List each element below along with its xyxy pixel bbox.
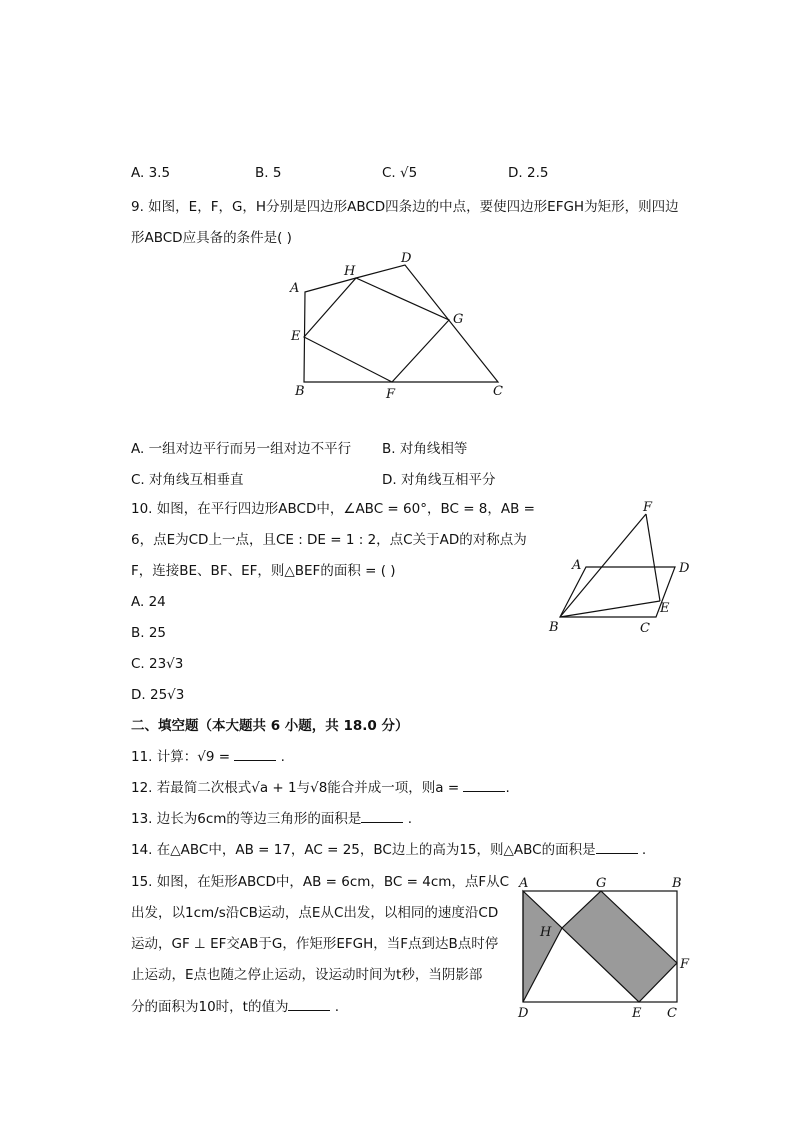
q10-figure: [540, 495, 700, 640]
q10-label-b: B: [549, 620, 559, 635]
q10-parallelogram-abcd: [560, 567, 675, 617]
q9-label-a: A: [290, 281, 300, 296]
q9-quadrilateral-abcd: [304, 265, 498, 382]
q12-answer-blank[interactable]: [463, 779, 505, 792]
q8-option-b: B. 5: [255, 165, 282, 181]
q15-figure: [510, 870, 700, 1025]
q11-answer-blank[interactable]: [234, 748, 276, 761]
section-2-heading: 二、填空题（本大题共 6 小题，共 18.0 分）: [131, 718, 409, 734]
q10-option-b: B. 25: [131, 625, 167, 641]
q9-label-e: E: [291, 329, 301, 344]
q15-stem-line5: [131, 997, 339, 1017]
q9-label-h: H: [344, 264, 356, 279]
q15-label-e: E: [632, 1006, 642, 1021]
q14-end: .: [637, 842, 647, 858]
q10-stem-line2: 6，点E为CD上一点，且CE : DE = 1 : 2，点C关于AD的对称点为: [131, 532, 527, 548]
q12-text: 12. 若最简二次根式√a + 1与√8能合并成一项，则a =: [131, 780, 464, 796]
q12: [131, 778, 510, 798]
q15-label-a: A: [519, 876, 529, 891]
q15-label-f: F: [680, 957, 690, 972]
q9-label-c: C: [493, 384, 503, 399]
q12-end: .: [505, 780, 510, 796]
q9-option-b: B. 对角线相等: [382, 441, 468, 457]
q13-answer-blank[interactable]: [361, 810, 403, 823]
q15-stem-line3: 运动，GF ⊥ EF交AB于G，作矩形EFGH，当F点到达B点时停: [131, 936, 499, 952]
q8-option-c: C. √5: [382, 165, 418, 181]
q15-label-b: B: [672, 876, 682, 891]
q10-segment-be: [560, 601, 660, 617]
q14: [131, 840, 646, 860]
q11: [131, 747, 285, 767]
q10-label-f: F: [643, 500, 653, 515]
q15-label-h: H: [540, 925, 552, 940]
q9-label-b: B: [295, 384, 305, 399]
q13-end: .: [403, 811, 413, 827]
q10-stem-line1: 10. 如图，在平行四边形ABCD中，∠ABC = 60°，BC = 8，AB =: [131, 501, 535, 517]
q15-label-c: C: [667, 1006, 677, 1021]
q15-shaded-rectangle-efgh: [562, 891, 677, 1002]
q9-stem-line2: 形ABCD应具备的条件是( ): [131, 230, 292, 246]
q10-stem-line3: F，连接BE、BF、EF，则△BEF的面积 = ( ): [131, 563, 396, 579]
q10-option-c: C. 23√3: [131, 656, 184, 672]
q14-answer-blank[interactable]: [596, 841, 638, 854]
q9-figure: [285, 245, 515, 405]
q9-option-d: D. 对角线互相平分: [382, 472, 496, 488]
q10-option-a: A. 24: [131, 594, 166, 610]
q9-label-g: G: [453, 312, 464, 327]
q15-answer-blank[interactable]: [288, 998, 330, 1011]
q15-stem-line1: 15. 如图，在矩形ABCD中，AB = 6cm，BC = 4cm，点F从C: [131, 874, 510, 890]
q8-option-a: A. 3.5: [131, 165, 171, 181]
q15-end: .: [330, 999, 340, 1015]
q10-label-c: C: [640, 621, 650, 636]
q8-option-d: D. 2.5: [508, 165, 549, 181]
q9-label-f: F: [386, 387, 396, 402]
q15-stem-line2: 出发，以1cm/s沿CB运动，点E从C出发，以相同的速度沿CD: [131, 905, 499, 921]
q10-label-a: A: [572, 558, 582, 573]
q9-option-c: C. 对角线互相垂直: [131, 472, 244, 488]
q9-option-a: A. 一组对边平行而另一组对边不平行: [131, 441, 352, 457]
q10-option-d: D. 25√3: [131, 687, 185, 703]
q15-label-g: G: [596, 876, 607, 891]
q15-label-d: D: [518, 1006, 529, 1021]
q11-text: 11. 计算：√9 =: [131, 749, 235, 765]
q15-text: 分的面积为10时，t的值为: [131, 999, 289, 1015]
q10-label-e: E: [660, 601, 670, 616]
q10-label-d: D: [679, 561, 690, 576]
q15-shaded-triangle: [523, 891, 562, 1002]
q13: [131, 809, 412, 829]
q9-label-d: D: [401, 251, 412, 266]
q10-segment-fe: [646, 514, 660, 601]
q14-text: 14. 在△ABC中，AB = 17，AC = 25，BC边上的高为15，则△ABC的面积是: [131, 842, 596, 858]
q9-stem-line1: 9. 如图，E，F，G，H分别是四边形ABCD四条边的中点，要使四边形EFGH为矩形，则四边: [131, 199, 679, 215]
q11-end: .: [276, 749, 285, 765]
q13-text: 13. 边长为6cm的等边三角形的面积是: [131, 811, 362, 827]
q15-stem-line4: 止运动，E点也随之停止运动，设运动时间为t秒，当阴影部: [131, 967, 483, 983]
